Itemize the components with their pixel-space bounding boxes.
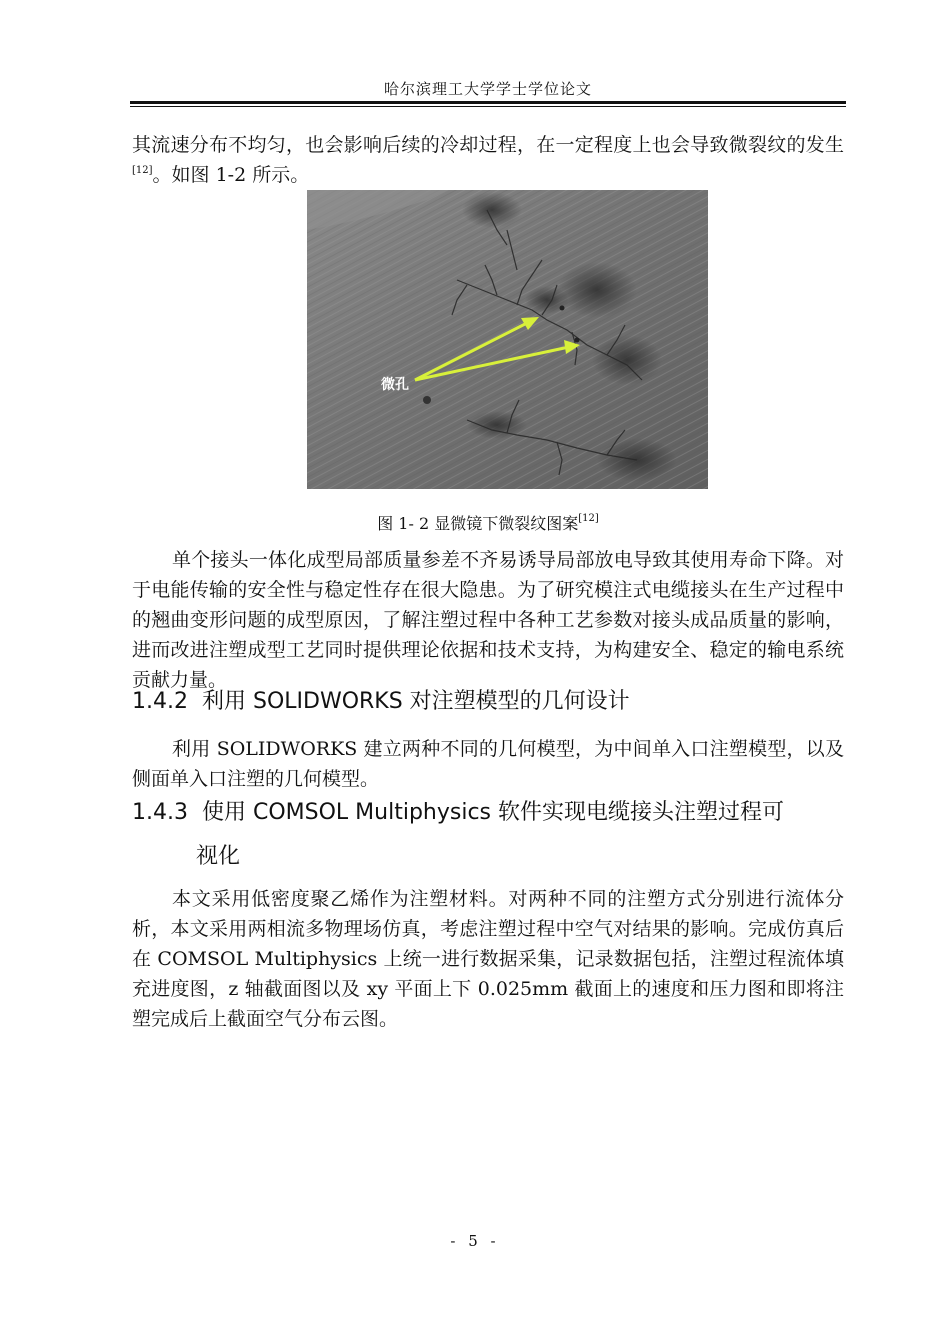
paragraph-2: 单个接头一体化成型局部质量参差不齐易诱导局部放电导致其使用寿命下降。对于电能传输的安全性与稳定性存在很大隐患。为了研究模注式电缆接头在生产过程中的翘曲变形问题的成型原因，了解注塑过程中各种工艺参数对接头成品质量的影响，进而改进注塑成型工艺同时提供理论依据和技术支持，为构建安全、稳定的输电系统贡献力量。 [132, 549, 844, 691]
figure-caption [130, 511, 846, 534]
section-number: 1.4.2 [132, 689, 188, 714]
section-heading-1-4-3 [132, 798, 846, 828]
section-heading-1-4-3-continued: 视化 [196, 844, 241, 869]
section-1-4-2-body: 利用 SOLIDWORKS 建立两种不同的几何模型，为中间单入口注塑模型，以及侧面单入口注塑的几何模型。 [132, 738, 844, 790]
microscope-figure [307, 190, 708, 489]
caption-citation: [12] [578, 513, 599, 524]
section-1-4-3-body: 本文采用低密度聚乙烯作为注塑材料。对两种不同的注塑方式分别进行流体分析，本文采用两相流多物理场仿真，考虑注塑过程中空气对结果的影响。完成仿真后在 COMSOL Multiphysics 上统一进行数据采集，记录数据包括，注塑过程流体填充进度图，z 轴截面图以及 xy 平面上下 0.025mm 截面上的速度和压力图和即将注塑完成后上截面空气分布云图。 [132, 888, 844, 1030]
section-heading-1-4-2 [132, 687, 846, 717]
section-title: 使用 COMSOL Multiphysics 软件实现电缆接头注塑过程可 [201, 800, 784, 825]
intro-text: 其流速分布不均匀，也会影响后续的冷却过程，在一定程度上也会导致微裂纹的发生 [132, 134, 844, 156]
running-header: 哈尔滨理工大学学士学位论文 [383, 80, 592, 98]
caption-text: 图 1- 2 显微镜下微裂纹图案 [377, 514, 579, 533]
section-title: 利用 SOLIDWORKS 对注塑模型的几何设计 [201, 689, 630, 714]
intro-paragraph [132, 130, 844, 190]
intro-tail: 。如图 1-2 所示。 [152, 164, 310, 186]
micro-pore-label: 微孔 [381, 377, 409, 393]
micrograph-image [307, 190, 708, 489]
header-rule-thick [130, 101, 846, 104]
intro-citation: [12] [132, 165, 153, 176]
header-rule-thin [130, 106, 846, 107]
page-number: - 5 - [450, 1232, 500, 1250]
section-number: 1.4.3 [132, 800, 188, 825]
